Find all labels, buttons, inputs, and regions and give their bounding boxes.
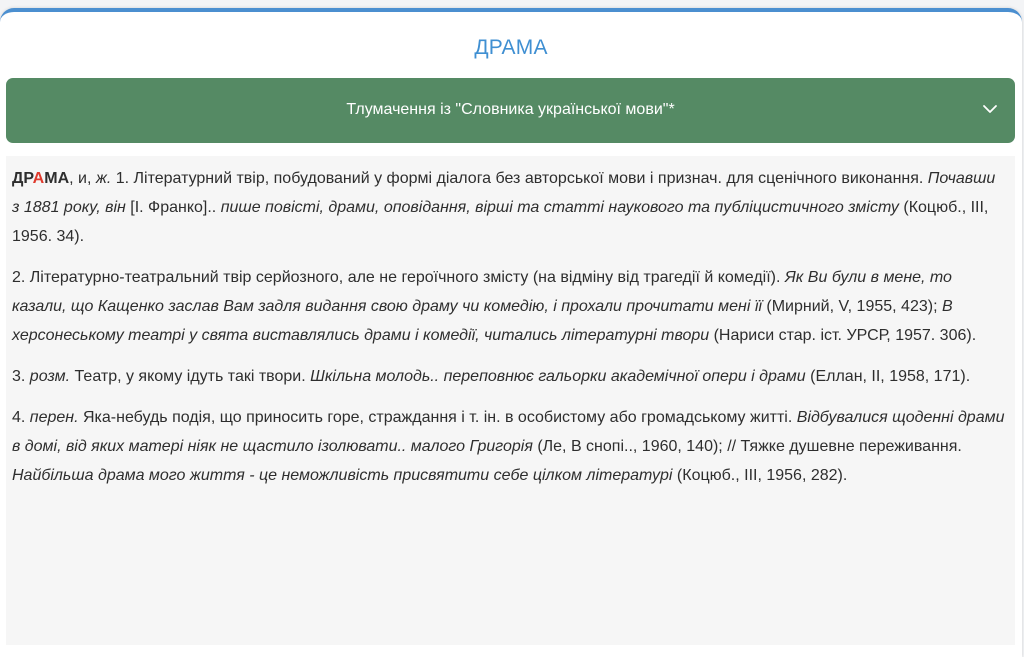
- definition-paragraph-2: [12, 263, 1005, 350]
- dictionary-accordion-header[interactable]: [6, 78, 1015, 143]
- source-ref: (Мирний, V, 1955, 423);: [761, 298, 942, 315]
- source-ref: (Нариси стар. іст. УРСР, 1957. 306).: [709, 327, 977, 344]
- headword-part: МА: [44, 170, 70, 187]
- page-title: ДРАМА: [474, 36, 548, 59]
- headword-stressed-letter: А: [32, 170, 45, 187]
- definition-text: Яка-небудь подія, що приносить горе, страждання і т. ін. в особистому або громадському житті.: [78, 409, 797, 426]
- definition-paragraph-3: [12, 362, 1005, 391]
- headword: [12, 170, 69, 187]
- definition-content: [6, 156, 1015, 645]
- quote: Відбувалися щоденні драми в домі, від яких матері ніяк не щастило ізолювати.. малого Григорія: [12, 409, 1005, 455]
- source-ref: (Ле, В снопі.., 1960, 140); // Тяжке душевне переживання.: [532, 438, 962, 455]
- definition-paragraph-1: [12, 164, 1005, 251]
- usage-mark: перен.: [29, 409, 79, 426]
- quote-note: [І. Франко]..: [125, 199, 221, 216]
- sense-number: 3.: [12, 368, 30, 385]
- part-of-speech: ж.: [95, 170, 112, 187]
- grammar-info: , и,: [69, 170, 96, 187]
- quote: Почавши з 1881 року, він: [12, 170, 996, 216]
- quote: Як Ви були в мене, то казали, що Кащенко заслав Вам задля видання свою драму чи комедію, і прохали прочитати мені її: [12, 269, 952, 315]
- quote: Шкільна молодь.. переповнює гальорки академічної опери і драми: [310, 368, 806, 385]
- chevron-down-icon[interactable]: [981, 100, 999, 118]
- quote: пише повісті, драми, оповідання, вірші та статті наукового та публіцистичного змісту: [220, 199, 899, 216]
- source-ref: (Коцюб., III, 1956. 34).: [12, 199, 989, 245]
- definition-text: Театр, у якому ідуть такі твори.: [70, 368, 311, 385]
- accordion-label: Тлумачення із "Словника української мови"*: [346, 101, 675, 118]
- definition-paragraph-4: [12, 403, 1005, 490]
- sense-number: 4.: [12, 409, 30, 426]
- definition-card: [0, 8, 1022, 657]
- definition-text: 2. Літературно-театральний твір серйозного, але не героїчного змісту (на відміну від трагедії й комедії).: [12, 269, 785, 286]
- usage-mark: розм.: [29, 368, 71, 385]
- definition-text: 1. Літературний твір, побудований у формі діалога без авторської мови і признач. для сценічного виконання.: [111, 170, 928, 187]
- quote: В херсонеському театрі у свята виставлялись драми і комедії, читались літературні твори: [12, 298, 953, 344]
- quote: Найбільша драма мого життя - це неможливість присвятити себе цілком літературі: [12, 467, 673, 484]
- source-ref: (Еллан, II, 1958, 171).: [805, 368, 971, 385]
- headword-part: ДР: [12, 170, 33, 187]
- source-ref: (Коцюб., III, 1956, 282).: [672, 467, 848, 484]
